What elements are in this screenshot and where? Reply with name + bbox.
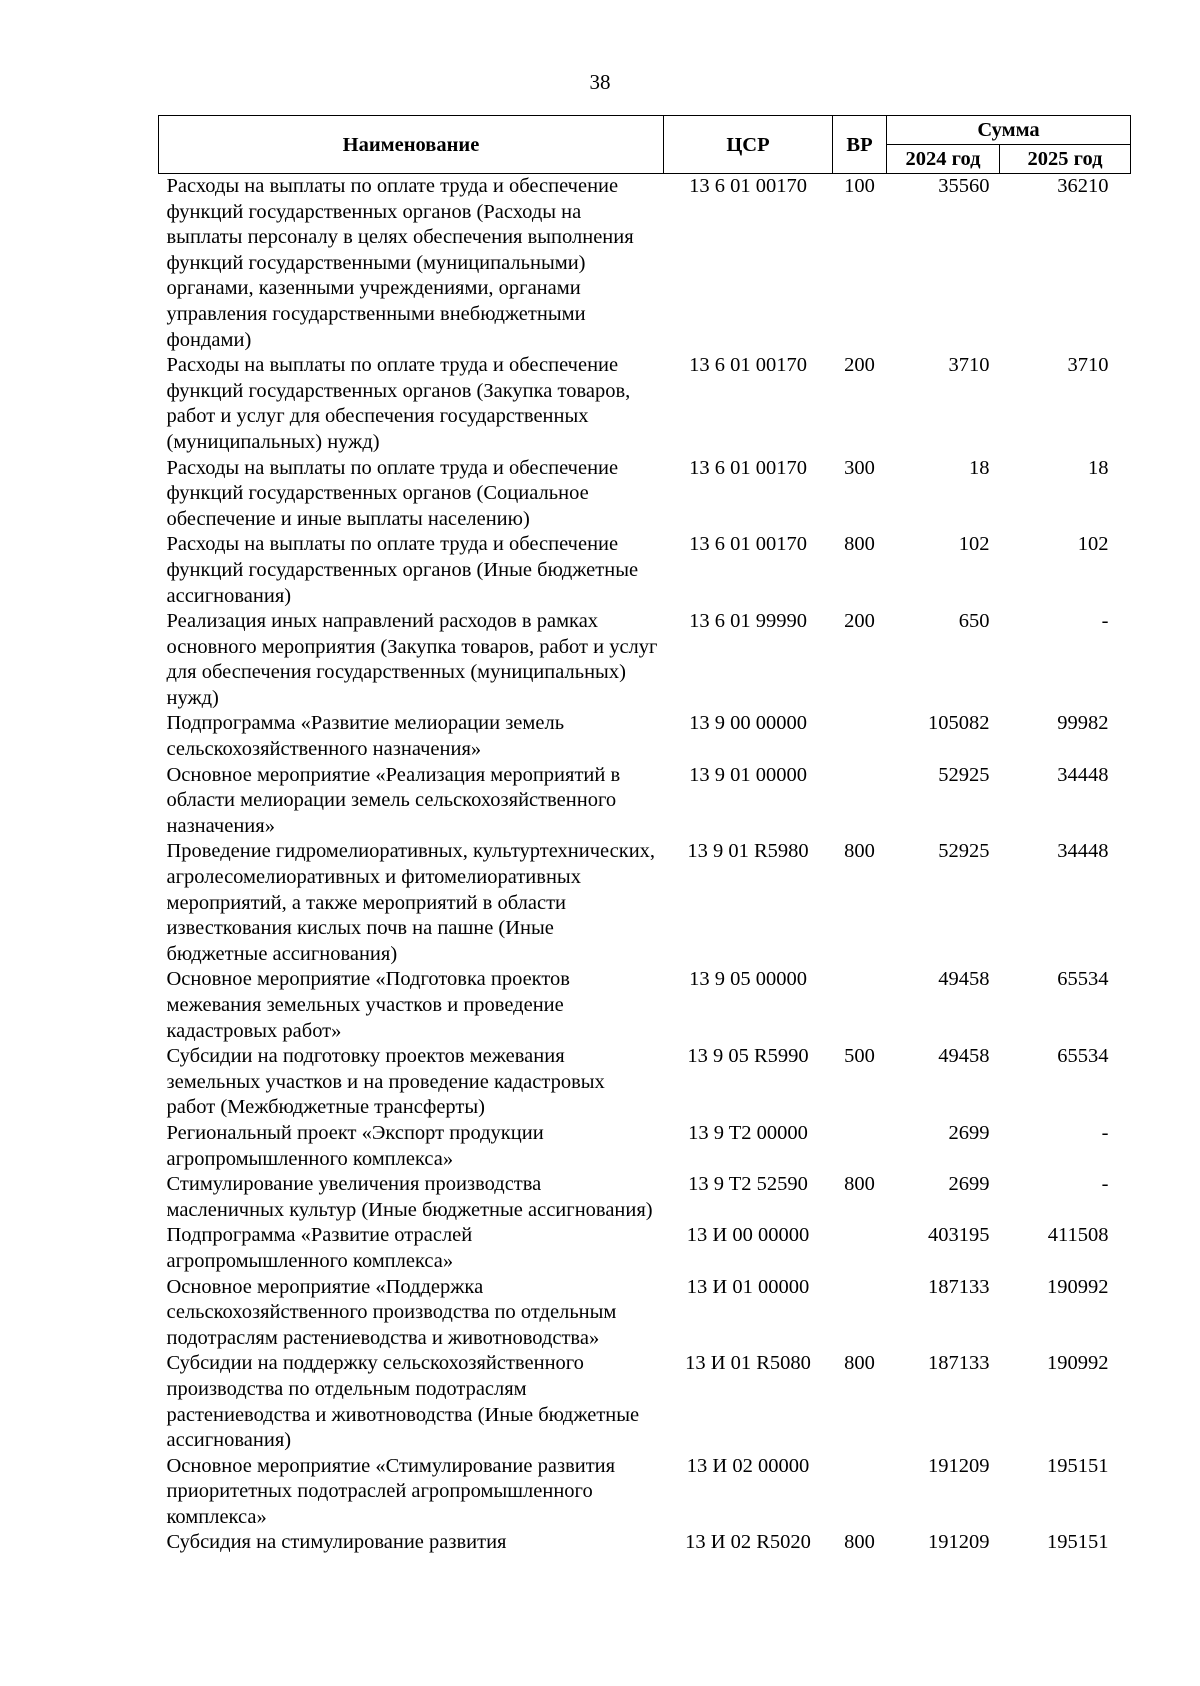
header-csr: ЦСР (664, 116, 833, 174)
row-name: Региональный проект «Экспорт продукции агропромышленного комплекса» (166, 1121, 544, 1170)
table-row (159, 1351, 1131, 1453)
row-csr: 13 9 01 00000 (689, 763, 807, 786)
row-amount-2025: - (1101, 1121, 1109, 1144)
header-sum: Сумма (887, 116, 1131, 145)
row-vr: 100 (844, 175, 875, 197)
table-row (159, 532, 1131, 609)
row-csr: 13 6 01 00170 (689, 456, 807, 479)
table-row (159, 174, 1131, 354)
row-csr: 13 И 01 00000 (686, 1275, 810, 1298)
row-csr: 13 6 01 00170 (689, 354, 807, 377)
table-row (159, 1172, 1131, 1223)
row-name: Основное мероприятие «Стимулирование развития приоритетных подотраслей агропромышленного комплекса» (166, 1454, 616, 1528)
row-amount-2025: 190992 (1047, 1275, 1109, 1298)
row-amount-2024: 3710 (948, 354, 990, 377)
row-amount-2025: 190992 (1047, 1352, 1109, 1375)
row-vr (833, 1275, 887, 1352)
table-row (159, 1454, 1131, 1531)
row-amount-2024: 35560 (938, 175, 990, 197)
row-amount-2024: 650 (958, 610, 990, 633)
row-amount-2025: - (1101, 1173, 1109, 1196)
table-row (159, 1044, 1131, 1121)
row-name: Субсидия на стимулирование развития (166, 1531, 507, 1554)
header-year-2025: 2025 год (1000, 145, 1131, 174)
row-vr: 800 (844, 1173, 875, 1196)
table-row (159, 1121, 1131, 1172)
row-csr: 13 9 01 R5980 (687, 840, 809, 863)
table-row (159, 456, 1131, 533)
row-name: Основное мероприятие «Реализация мероприятий в области мелиорации земель сельскохозяйственного назначения» (166, 763, 621, 837)
row-csr: 13 И 00 00000 (686, 1224, 810, 1247)
table-row (159, 1275, 1131, 1352)
row-csr: 13 9 05 R5990 (687, 1045, 809, 1068)
row-vr: 500 (844, 1045, 875, 1068)
row-vr: 200 (844, 610, 875, 633)
row-amount-2025: 18 (1088, 456, 1109, 479)
row-name: Проведение гидромелиоративных, культуртехнических, агролесомелиоративных и фитомелиоративных мероприятий, а также мероприятий в области известкования кислых почв на пашне (Иные бюджетные ассигнования) (166, 840, 656, 965)
header-name: Наименование (159, 116, 664, 174)
row-name: Стимулирование увеличения производства масленичных культур (Иные бюджетные ассигнования) (166, 1173, 653, 1221)
row-amount-2025: 411508 (1047, 1224, 1109, 1247)
row-amount-2025: 34448 (1057, 763, 1109, 786)
row-vr: 200 (844, 354, 875, 377)
table-header (159, 116, 1131, 174)
row-amount-2024: 403195 (928, 1224, 990, 1247)
row-csr: 13 9 00 00000 (689, 712, 807, 735)
row-amount-2024: 102 (958, 533, 990, 556)
row-csr: 13 9 T2 52590 (688, 1173, 808, 1196)
row-vr (833, 967, 887, 1044)
row-amount-2025: 102 (1077, 533, 1109, 556)
row-amount-2025: 195151 (1047, 1454, 1109, 1477)
row-amount-2024: 191209 (928, 1454, 990, 1477)
row-vr (833, 763, 887, 840)
row-csr: 13 9 T2 00000 (688, 1121, 808, 1144)
table-row (159, 763, 1131, 840)
table-row (159, 1223, 1131, 1274)
row-vr (833, 1223, 887, 1274)
row-amount-2025: 65534 (1057, 1045, 1109, 1068)
row-amount-2025: 65534 (1057, 968, 1109, 991)
row-name: Основное мероприятие «Поддержка сельскохозяйственного производства по отдельным подотраслям растениеводства и животноводства» (166, 1275, 617, 1349)
row-amount-2024: 49458 (938, 1045, 990, 1068)
row-amount-2024: 49458 (938, 968, 990, 991)
row-vr: 800 (844, 840, 875, 863)
row-name: Подпрограмма «Развитие мелиорации земель сельскохозяйственного назначения» (166, 712, 565, 761)
row-csr: 13 6 01 99990 (689, 610, 807, 633)
table-body (159, 174, 1131, 1557)
row-vr (833, 711, 887, 762)
row-amount-2024: 18 (969, 456, 990, 479)
row-vr: 800 (844, 1352, 875, 1375)
row-amount-2024: 2699 (948, 1121, 990, 1144)
row-vr: 800 (844, 533, 875, 556)
header-vr: ВР (833, 116, 887, 174)
row-amount-2024: 52925 (938, 763, 990, 786)
row-amount-2024: 187133 (928, 1352, 990, 1375)
row-amount-2024: 52925 (938, 840, 990, 863)
row-amount-2025: 36210 (1057, 175, 1109, 197)
row-csr: 13 И 02 R5020 (685, 1531, 811, 1554)
table-row (159, 1530, 1131, 1556)
row-vr: 800 (844, 1531, 875, 1554)
row-name: Подпрограмма «Развитие отраслей агропромышленного комплекса» (166, 1224, 473, 1272)
table-row (159, 711, 1131, 762)
row-vr (833, 1121, 887, 1172)
row-amount-2025: 34448 (1057, 840, 1109, 863)
row-name: Реализация иных направлений расходов в рамках основного мероприятия (Закупка товаров, работ и услуг для обеспечения государственных (муниципальных) нужд) (166, 610, 658, 709)
row-vr: 300 (844, 456, 875, 479)
row-name: Расходы на выплаты по оплате труда и обеспечение функций государственных органов (Иные бюджетные ассигнования) (166, 533, 639, 607)
row-csr: 13 6 01 00170 (689, 533, 807, 556)
table-row (159, 967, 1131, 1044)
row-name: Расходы на выплаты по оплате труда и обеспечение функций государственных органов (Социальное обеспечение и иные выплаты населению) (166, 456, 619, 530)
row-csr: 13 И 02 00000 (686, 1454, 810, 1477)
header-year-2024: 2024 год (887, 145, 1000, 174)
row-csr: 13 9 05 00000 (689, 968, 807, 991)
row-amount-2025: - (1101, 610, 1109, 633)
table-row (159, 839, 1131, 967)
page-number: 38 (589, 70, 611, 94)
row-name: Расходы на выплаты по оплате труда и обеспечение функций государственных органов (Закупка товаров, работ и услуг для обеспечения государственных (муниципальных) нужд) (166, 354, 631, 453)
row-amount-2025: 99982 (1057, 712, 1109, 735)
row-amount-2025: 3710 (1067, 354, 1109, 377)
row-csr: 13 6 01 00170 (689, 175, 807, 197)
row-name: Основное мероприятие «Подготовка проектов межевания земельных участков и проведение кадастровых работ» (166, 968, 570, 1042)
row-name: Субсидии на поддержку сельскохозяйственного производства по отдельным подотраслям растениеводства и животноводства (Иные бюджетные ассигнования) (166, 1352, 640, 1452)
row-amount-2024: 2699 (948, 1173, 990, 1196)
table-row (159, 353, 1131, 455)
table-row (159, 609, 1131, 711)
row-name: Субсидии на подготовку проектов межевания земельных участков и на проведение кадастровых работ (Межбюджетные трансферты) (166, 1045, 605, 1119)
row-vr (833, 1454, 887, 1531)
row-amount-2025: 195151 (1047, 1531, 1109, 1554)
row-name: Расходы на выплаты по оплате труда и обеспечение функций государственных органов (Расходы на выплаты персоналу в целях обеспечения выполнения функций государственными (муниципальными) органами, казенными учреждениями, органами управления государственными внебюджетными фондами) (166, 175, 634, 351)
row-amount-2024: 105082 (928, 712, 990, 735)
budget-table (158, 115, 1131, 1556)
row-amount-2024: 191209 (928, 1531, 990, 1554)
row-amount-2024: 187133 (928, 1275, 990, 1298)
row-csr: 13 И 01 R5080 (685, 1352, 811, 1375)
